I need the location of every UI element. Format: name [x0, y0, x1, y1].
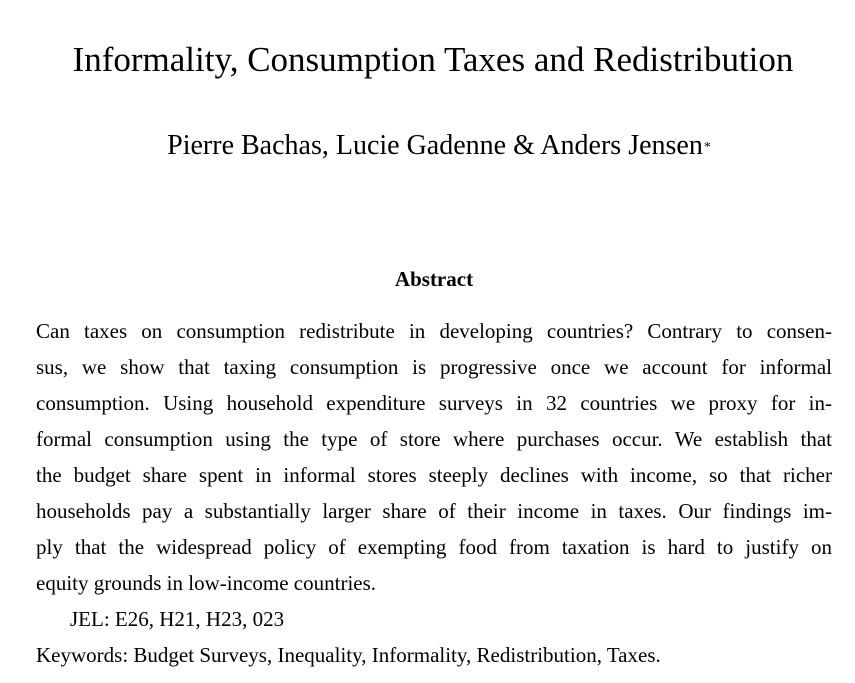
author-footnote-mark: * [703, 140, 711, 155]
abstract-line: ply that the widespread policy of exempting food from taxation is hard to justify on [36, 535, 832, 559]
abstract-line: households pay a substantially larger share of their income in taxes. Our findings im- [36, 499, 832, 523]
abstract-line: formal consumption using the type of store where purchases occur. We establish that [36, 427, 832, 451]
author-line [0, 128, 855, 164]
jel-codes: JEL: E26, H21, H23, 023 [70, 607, 285, 631]
keywords: Keywords: Budget Surveys, Inequality, Informality, Redistribution, Taxes. [36, 643, 661, 667]
paper-title: Informality, Consumption Taxes and Redistribution [72, 40, 794, 79]
abstract-line: Can taxes on consumption redistribute in developing countries? Contrary to consen- [36, 319, 832, 343]
author-names: Pierre Bachas, Lucie Gadenne & Anders Jensen [167, 130, 703, 161]
abstract-line: sus, we show that taxing consumption is progressive once we account for informal [36, 355, 832, 379]
abstract-heading: Abstract [394, 267, 474, 291]
abstract-line: consumption. Using household expenditure surveys in 32 countries we proxy for in- [36, 391, 832, 415]
abstract-line: the budget share spent in informal stores steeply declines with income, so that richer [36, 463, 832, 487]
abstract-line: equity grounds in low-income countries. [36, 571, 377, 595]
